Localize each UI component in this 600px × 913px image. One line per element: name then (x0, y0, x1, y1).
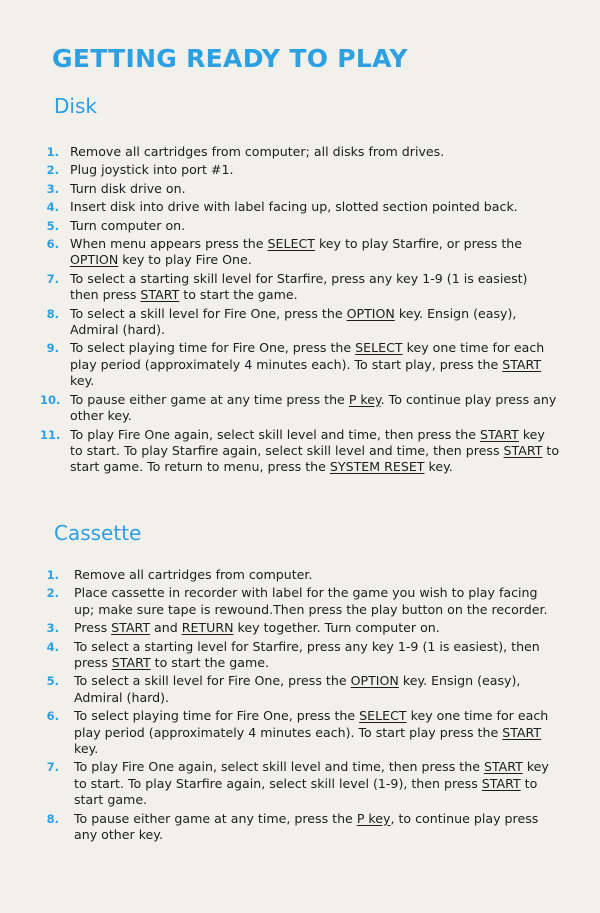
step-text-fragment: Turn computer on. (70, 217, 186, 233)
step-text (70, 236, 560, 269)
key-name: START (479, 426, 519, 442)
step-text-fragment: Place cassette in recorder with label for the game you wish to play facing up; make sure tape is rewound.Then press the play button on the recorder. (74, 585, 548, 617)
list-item (40, 427, 560, 476)
step-text-fragment: . To continue play press any other key. (70, 391, 557, 424)
step-text-fragment: Remove all cartridges from computer; all disks from drives. (70, 144, 445, 159)
list-item (40, 306, 560, 339)
step-text-fragment: key to start. To play Starfire again, select skill level and time, then press (70, 426, 545, 458)
step-text-fragment: To select a starting skill level for Starfire, press any key 1-9 (1 is easiest) then press (70, 270, 528, 303)
key-name: P key (356, 810, 391, 826)
cassette-instructions-list (40, 567, 560, 846)
step-number: 8. (46, 811, 59, 826)
step-text (70, 427, 560, 476)
step-text (70, 567, 560, 583)
step-number: 3. (46, 621, 59, 636)
key-name: SELECT (359, 708, 407, 724)
key-name: SELECT (267, 236, 315, 252)
step-text-fragment: To play Fire One again, select skill level and time, then press the (74, 759, 484, 775)
key-name: START (140, 287, 180, 303)
list-item (40, 567, 560, 583)
step-number: 4. (46, 639, 59, 654)
key-name: OPTION (350, 673, 399, 689)
step-text (70, 199, 560, 215)
key-name: OPTION (346, 305, 395, 321)
step-text-fragment: key one time for each play period (approximately 4 minutes each). To start play press the (74, 708, 549, 740)
list-item (40, 759, 560, 808)
key-name: SYSTEM RESET (329, 459, 425, 475)
disk-instructions-list (40, 144, 560, 478)
step-text (70, 585, 560, 618)
step-text (70, 708, 560, 757)
page-title: GETTING READY TO PLAY (52, 44, 408, 73)
disk-section-heading: Disk (54, 94, 97, 118)
step-text-fragment: key to start. To play Starfire again, select skill level (1-9), then press (74, 759, 549, 791)
step-text (70, 306, 560, 339)
step-text (70, 144, 560, 160)
step-text-fragment: to start the game. (179, 287, 298, 303)
key-name: START (502, 356, 542, 372)
step-text-fragment: To select a skill level for Fire One, press the (74, 673, 351, 689)
step-text-fragment: to start game. (74, 775, 538, 808)
step-text-fragment: key. (424, 459, 453, 475)
step-text-fragment: key. Ensign (easy), Admiral (hard). (70, 305, 517, 338)
step-text-fragment: To select playing time for Fire One, press the (70, 340, 356, 356)
step-number: 1. (46, 145, 59, 159)
step-number: 10. (40, 392, 61, 407)
step-text (70, 639, 560, 672)
list-item (40, 162, 560, 178)
step-text-fragment: To play Fire One again, select skill level and time, then press the (70, 426, 480, 442)
key-name: START (481, 775, 521, 791)
step-text (70, 218, 560, 234)
list-item (40, 340, 560, 389)
step-text (70, 620, 560, 636)
key-name: START (503, 442, 543, 458)
key-name: START (483, 759, 523, 775)
step-text (70, 759, 560, 808)
step-text-fragment: key. (70, 373, 95, 389)
list-item (40, 199, 560, 215)
step-number: 2. (46, 163, 59, 178)
list-item (40, 392, 560, 425)
key-name: START (111, 620, 151, 636)
step-number: 4. (46, 200, 59, 215)
step-number: 6. (46, 709, 59, 724)
step-number: 8. (46, 306, 59, 321)
step-number: 5. (46, 218, 59, 233)
step-text-fragment: key. (74, 741, 99, 757)
step-text (70, 673, 560, 706)
key-name: P key (348, 391, 381, 407)
step-number: 3. (46, 181, 59, 196)
step-text-fragment: to start the game. (150, 655, 270, 671)
step-text (70, 811, 560, 844)
step-text-fragment: key. Ensign (easy), Admiral (hard). (74, 673, 521, 705)
step-text-fragment: Insert disk into drive with label facing up, slotted section pointed back. (70, 199, 518, 215)
step-number: 1. (46, 568, 59, 582)
step-text-fragment: To select a skill level for Fire One, press the (70, 305, 347, 321)
list-item (40, 708, 560, 757)
step-text-fragment: key to play Starfire, or press the (314, 236, 523, 252)
step-text (70, 392, 560, 425)
step-number: 7. (46, 760, 59, 775)
step-text (70, 162, 560, 178)
step-text-fragment: Plug joystick into port #1. (70, 162, 234, 178)
key-name: START (502, 724, 542, 740)
step-text-fragment: Turn disk drive on. (70, 180, 186, 196)
list-item (40, 585, 560, 618)
step-text-fragment: To pause either game at any time press the (70, 391, 349, 407)
step-text (70, 271, 560, 304)
list-item (40, 639, 560, 672)
step-number: 2. (46, 586, 59, 601)
list-item (40, 271, 560, 304)
list-item (40, 811, 560, 844)
step-number: 5. (46, 674, 59, 689)
step-text-fragment: , to continue play press any other key. (74, 810, 539, 843)
step-text-fragment: Remove all cartridges from computer. (74, 567, 313, 582)
step-number: 11. (40, 427, 61, 442)
list-item (40, 144, 560, 160)
step-text-fragment: to start game. To return to menu, press the (70, 442, 560, 475)
list-item (40, 236, 560, 269)
step-text-fragment: and (150, 620, 182, 636)
step-text-fragment: key to play Fire One. (118, 252, 252, 268)
step-number: 9. (46, 341, 59, 356)
key-name: RETURN (181, 620, 234, 636)
step-number: 6. (46, 237, 59, 252)
step-text-fragment: key one time for each play period (approximately 4 minutes each). To start play, press the (70, 340, 545, 372)
step-text-fragment: To pause either game at any time, press the (74, 810, 357, 826)
list-item (40, 218, 560, 234)
key-name: OPTION (70, 252, 119, 268)
step-text-fragment: key together. Turn computer on. (233, 620, 440, 636)
step-text-fragment: Press (74, 620, 112, 636)
step-number: 7. (46, 271, 59, 286)
key-name: SELECT (355, 340, 403, 356)
cassette-section-heading: Cassette (54, 521, 142, 545)
step-text (70, 181, 560, 197)
key-name: START (111, 655, 151, 671)
step-text-fragment: To select a starting level for Starfire, press any key 1-9 (1 is easiest), then press (74, 638, 540, 671)
step-text-fragment: To select playing time for Fire One, press the (74, 708, 360, 724)
step-text-fragment: When menu appears press the (70, 236, 268, 252)
step-text (70, 340, 560, 389)
list-item (40, 181, 560, 197)
list-item (40, 673, 560, 706)
list-item (40, 620, 560, 636)
